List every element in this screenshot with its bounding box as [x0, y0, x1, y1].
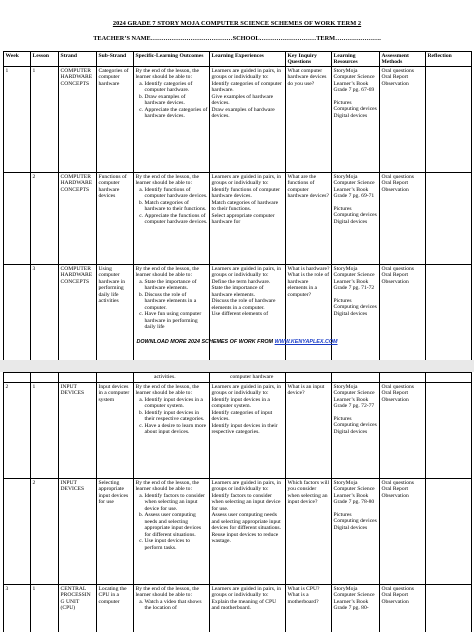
slo-list — [136, 397, 208, 436]
experience-line: Identify categories of computer hardware. — [211, 80, 282, 93]
resource-line: Computing devices — [333, 422, 377, 428]
cell-lesson: 1 — [31, 383, 59, 479]
cell-substrand: Locating the CPU in a computer — [97, 585, 134, 632]
slo-item: a. Identify categories of computer hardware. — [145, 81, 208, 94]
slo-intro: By the end of the lesson, the learner should be able to: — [135, 585, 200, 598]
cell-resources — [332, 265, 380, 361]
slo-intro: By the end of the lesson, the learner should be able to: — [135, 67, 200, 80]
resource-line: Digital devices — [333, 112, 368, 119]
assessment-line: Oral questions — [381, 383, 414, 390]
cell-substrand: Selecting appropriate input devices for use — [97, 479, 134, 585]
experience-line: Use different elements of — [211, 311, 269, 317]
slo-item: b. Assess user computing needs and selecting appropriate input devices for different situations. — [145, 512, 208, 538]
cell-assessment — [380, 67, 426, 173]
cell-assessment — [380, 383, 426, 479]
page-gap — [0, 360, 474, 372]
experience-line: Identify categories of input devices. — [211, 409, 273, 422]
cell-kiq: What are the functions of computer hardware devices? — [286, 173, 332, 265]
slo-item: b. Draw examples of hardware devices. — [145, 94, 208, 107]
experience-line: Reuse input devices to reduce wastage. — [211, 531, 279, 544]
resource-line: Computing devices — [333, 212, 377, 218]
cell-kiq: What computer hardware devices do you use? — [286, 67, 332, 173]
assessment-line: Observation — [381, 80, 409, 87]
cell-strand: COMPUTER HARDWARE CONCEPTS — [59, 67, 97, 173]
cell-substrand: Categories of computer hardware — [97, 67, 134, 173]
cell-experiences — [210, 67, 286, 173]
col-header: Assessment Methods — [380, 52, 426, 67]
table-row — [4, 173, 472, 265]
cell-assessment — [380, 265, 426, 361]
assessment-line: Observation — [381, 492, 409, 499]
resource-line: Digital devices — [333, 524, 368, 531]
cell-kiq: What is CPU? What is a motherboard? — [286, 585, 332, 632]
experience-line: Draw examples of hardware devices. — [211, 106, 275, 119]
cell-strand: INPUT DEVICES — [59, 383, 97, 479]
col-header: Specific-Learning Outcomes — [134, 52, 210, 67]
col-header: Lesson — [31, 52, 59, 67]
experience-line: Give examples of hardware devices. — [211, 93, 274, 106]
cell-kiq: Which factors will you consider when selecting an input device? — [286, 479, 332, 585]
cell-lesson: 2 — [31, 479, 59, 585]
cell-experiences — [210, 173, 286, 265]
resource-line: StoryMoja Computer Science Learner’s Book Grade 7 pg. 67-69 — [333, 67, 375, 93]
cell-strand: CENTRAL PROCESSING UNIT (CPU) — [59, 585, 97, 632]
cell-assessment — [380, 373, 426, 383]
slo-item: a. Identify input devices in a computer system. — [145, 397, 208, 410]
experience-line: Learners are guided in pairs, in groups or individually to: — [211, 265, 282, 278]
cell-strand: COMPUTER HARDWARE CONCEPTS — [59, 265, 97, 361]
slo-item: c. Use input devices to perform tasks. — [145, 538, 208, 551]
experience-line: Learners are guided in pairs, in groups or individually to: — [211, 383, 282, 396]
cell-assessment — [380, 479, 426, 585]
cell-slo — [134, 479, 210, 585]
cell-slo: activities. — [134, 373, 210, 383]
cell-kiq: What is an input device? — [286, 383, 332, 479]
slo-intro: By the end of the lesson, the learner should be able to: — [135, 265, 200, 278]
slo-intro: By the end of the lesson, the learner should be able to: — [135, 479, 200, 492]
resource-line: Digital devices — [333, 428, 368, 435]
resource-line: Pictures — [333, 205, 352, 212]
cell-experiences — [210, 383, 286, 479]
assessment-line: Oral Report — [381, 390, 409, 396]
cell-experiences: computer hardware — [210, 373, 286, 383]
experience-line: Learners are guided in pairs, in groups or individually to: — [211, 479, 282, 492]
slo-list — [136, 279, 208, 331]
cell-slo — [134, 265, 210, 361]
slo-intro: By the end of the lesson, the learner should be able to: — [135, 383, 200, 396]
col-header: Sub-Strand — [97, 52, 134, 67]
cell-week: 1 — [4, 67, 31, 173]
slo-list — [136, 493, 208, 552]
cell-resources — [332, 373, 380, 383]
slo-list — [136, 81, 208, 120]
experience-line: Learners are guided in pairs, in groups or individually to: — [211, 173, 282, 186]
cell-slo — [134, 173, 210, 265]
assessment-line: Oral questions — [381, 265, 414, 272]
col-header: Key Inquiry Questions — [286, 52, 332, 67]
table-row — [4, 265, 472, 361]
experience-line: Identify input devices in their respective categories. — [211, 422, 278, 435]
assessment-line: Oral questions — [381, 173, 414, 180]
slo-item: b. Identify input devices in their respective categories. — [145, 410, 208, 423]
experience-line: Learners are guided in pairs, in groups or individually to: — [211, 585, 282, 598]
slo-item: a. State the importance of hardware elements. — [145, 279, 208, 292]
assessment-line: Oral Report — [381, 272, 409, 278]
cell-kiq — [286, 373, 332, 383]
experience-line: Identify functions of computer hardware devices. — [211, 186, 281, 199]
footer-link[interactable]: WWW.KENYAPLEX.COM — [274, 339, 338, 345]
cell-reflection — [426, 265, 472, 361]
table-row — [4, 585, 472, 632]
cell-reflection — [426, 67, 472, 173]
cell-resources — [332, 67, 380, 173]
slo-item: a. Identify factors to consider when selecting an input device for use. — [145, 493, 208, 513]
resource-line: Pictures — [333, 511, 352, 518]
assessment-line: Oral questions — [381, 585, 414, 592]
cell-experiences — [210, 585, 286, 632]
cell-assessment — [380, 585, 426, 632]
resource-line: Pictures — [333, 99, 352, 106]
cell-strand — [59, 373, 97, 383]
resource-line: Digital devices — [333, 310, 368, 317]
assessment-line: Oral Report — [381, 180, 409, 186]
cell-week — [4, 479, 31, 585]
cell-reflection — [426, 479, 472, 585]
cell-lesson: 3 — [31, 265, 59, 361]
slo-item: c. Appreciate the functions of computer hardware devices. — [145, 213, 208, 226]
col-header: Strand — [59, 52, 97, 67]
resource-line: StoryMoja Computer Science Learner’s Book Grade 7 pg. 72-77 — [333, 383, 375, 409]
resource-line: Pictures — [333, 297, 352, 304]
slo-intro: By the end of the lesson, the learner should be able to: — [135, 173, 200, 186]
slo-item: c. Appreciate the categories of hardware devices. — [145, 107, 208, 120]
slo-list — [136, 599, 208, 612]
cell-resources — [332, 173, 380, 265]
cell-substrand: Using computer hardware in performing daily life activities — [97, 265, 134, 361]
table-row — [4, 479, 472, 585]
cell-lesson: 2 — [31, 173, 59, 265]
col-header: Week — [4, 52, 31, 67]
assessment-line: Observation — [381, 396, 409, 403]
scheme-table-page-2 — [3, 372, 472, 632]
assessment-line: Observation — [381, 186, 409, 193]
cell-lesson: 1 — [31, 67, 59, 173]
col-header: Reflection — [426, 52, 472, 67]
experience-line: Identify factors to consider when selecting an input device for use. — [211, 492, 281, 512]
slo-item: c. Have fun using computer hardware in performing daily life — [145, 311, 208, 331]
cell-kiq: What is hardware? What is the role of hardware elements in a computer? — [286, 265, 332, 361]
cell-strand: COMPUTER HARDWARE CONCEPTS — [59, 173, 97, 265]
table-header-row — [4, 52, 472, 67]
cell-reflection — [426, 373, 472, 383]
cell-resources — [332, 479, 380, 585]
experience-line: Explain the meaning of CPU and motherboard. — [211, 598, 277, 611]
resource-line: Computing devices — [333, 106, 377, 112]
slo-item: b. Discuss the role of hardware elements in a computer. — [145, 292, 208, 312]
experience-line: Identify input devices in a computer system. — [211, 396, 270, 409]
slo-list — [136, 187, 208, 226]
cell-substrand: Functions of computer hardware devices — [97, 173, 134, 265]
experience-line: Define the term hardware. — [211, 278, 271, 285]
cell-week: 2 — [4, 383, 31, 479]
document-page-2 — [0, 372, 474, 632]
resource-line: StoryMoja Computer Science Learner’s Book Grade 7 pg. 69-71 — [333, 173, 375, 199]
assessment-line: Oral questions — [381, 479, 414, 486]
col-header: Learning Resources — [332, 52, 380, 67]
cell-experiences — [210, 265, 286, 361]
cell-reflection — [426, 173, 472, 265]
cell-reflection — [426, 383, 472, 479]
resource-line: StoryMoja Computer Science Learner’s Book Grade 7 pg. 80- — [333, 585, 375, 611]
download-footer — [0, 339, 474, 345]
experience-line: Learners are guided in pairs, in groups or individually to: — [211, 67, 282, 80]
assessment-line: Oral Report — [381, 486, 409, 492]
experience-line: Select appropriate computer hardware for — [211, 212, 275, 225]
resource-line: StoryMoja Computer Science Learner’s Book Grade 7 pg. 78-80 — [333, 479, 375, 505]
assessment-line: Oral questions — [381, 67, 414, 74]
cell-slo — [134, 383, 210, 479]
assessment-line: Observation — [381, 278, 409, 285]
experience-line: Match categories of hardware to their functions. — [211, 199, 279, 212]
cell-substrand — [97, 373, 134, 383]
slo-item: c. Have a desire to learn more about input devices. — [145, 423, 208, 436]
slo-item: a. Identify functions of computer hardware devices. — [145, 187, 208, 200]
slo-item: a. Watch a video that shows the location of — [145, 599, 208, 612]
cell-week — [4, 173, 31, 265]
document-title: 2024 GRADE 7 STORY MOJA COMPUTER SCIENCE SCHEMES OF WORK TERM 2 — [112, 20, 362, 27]
cell-slo — [134, 67, 210, 173]
cell-week: 3 — [4, 585, 31, 632]
resource-line: Computing devices — [333, 304, 377, 310]
resource-line: Digital devices — [333, 218, 368, 225]
resource-line: Pictures — [333, 415, 352, 422]
experience-line: Discuss the role of hardware elements in a computer. — [211, 298, 276, 311]
cell-resources — [332, 585, 380, 632]
teacher-line: TEACHER’S NAME…………………………………SCHOOL………………………TERM…………………. — [93, 35, 381, 42]
assessment-line: Oral Report — [381, 592, 409, 598]
resource-line: Computing devices — [333, 518, 377, 524]
resource-line: StoryMoja Computer Science Learner’s Book Grade 7 pg. 71-72 — [333, 265, 375, 291]
cell-week — [4, 373, 31, 383]
assessment-line: Observation — [381, 598, 409, 605]
experience-line: State the importance of hardware elements. — [211, 285, 264, 298]
cell-lesson — [31, 373, 59, 383]
cell-assessment — [380, 173, 426, 265]
cell-reflection — [426, 585, 472, 632]
experience-line: Assess user computing needs and selecting appropriate input devices for different situations. — [211, 512, 281, 531]
cell-experiences — [210, 479, 286, 585]
assessment-line: Oral Report — [381, 74, 409, 80]
cell-week — [4, 265, 31, 361]
cell-resources — [332, 383, 380, 479]
continuation-row — [4, 373, 472, 383]
scheme-table-page-1 — [3, 51, 472, 361]
slo-item: b. Match categories of hardware to their functions. — [145, 200, 208, 213]
cell-substrand: Input devices in a computer system — [97, 383, 134, 479]
table-row — [4, 67, 472, 173]
cell-slo — [134, 585, 210, 632]
footer-text: DOWNLOAD MORE 2024 SCHEMES OF WORK FROM — [136, 339, 275, 345]
cell-lesson: 1 — [31, 585, 59, 632]
cell-strand: INPUT DEVICES — [59, 479, 97, 585]
col-header: Learning Experiences — [210, 52, 286, 67]
table-row — [4, 383, 472, 479]
